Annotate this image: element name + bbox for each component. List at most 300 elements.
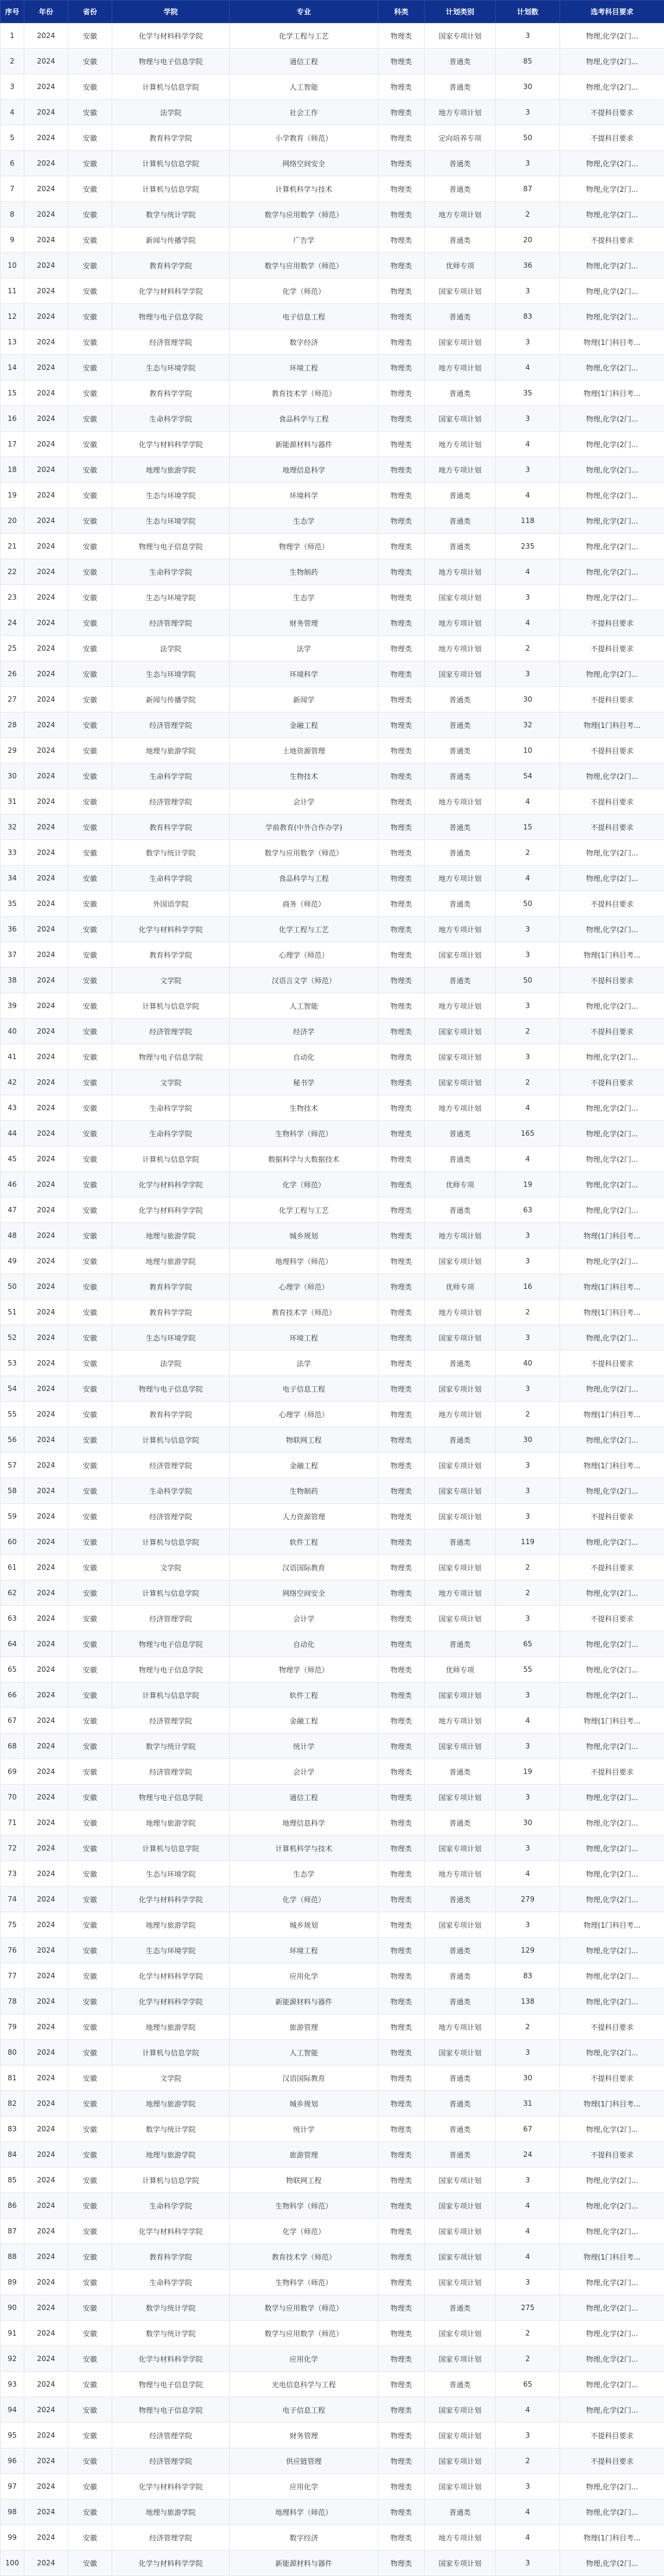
cell-subject-requirement: 物理,化学(2门... — [560, 1836, 664, 1861]
table-row — [1, 866, 664, 891]
table-row — [1, 917, 664, 942]
cell-province: 安徽 — [68, 585, 112, 610]
cell-province: 安徽 — [68, 2244, 112, 2270]
cell-subject-requirement: 物理,化学(2门... — [560, 2193, 664, 2219]
cell-subject-type: 物理类 — [378, 253, 425, 278]
cell-college: 生态与环境学院 — [112, 661, 230, 687]
cell-index: 95 — [1, 2423, 24, 2448]
cell-province: 安徽 — [68, 1963, 112, 1989]
table-row — [1, 712, 664, 738]
cell-subject-type: 物理类 — [378, 151, 425, 176]
cell-subject-type: 物理类 — [378, 1325, 425, 1351]
cell-year: 2024 — [24, 1427, 68, 1453]
cell-year: 2024 — [24, 1121, 68, 1146]
cell-index: 13 — [1, 329, 24, 355]
cell-subject-type: 物理类 — [378, 2525, 425, 2550]
cell-province: 安徽 — [68, 712, 112, 738]
cell-plan-category: 普通类 — [425, 1989, 496, 2014]
cell-index: 63 — [1, 1606, 24, 1631]
cell-index: 43 — [1, 1095, 24, 1121]
cell-year: 2024 — [24, 2499, 68, 2525]
cell-subject-type: 物理类 — [378, 1606, 425, 1631]
cell-plan-category: 普通类 — [425, 304, 496, 329]
table-row — [1, 840, 664, 866]
cell-subject-requirement: 不提科目要求 — [560, 1759, 664, 1785]
cell-college: 生态与环境学院 — [112, 585, 230, 610]
cell-major: 生态学 — [230, 585, 378, 610]
cell-plan-count: 3 — [496, 2550, 560, 2576]
column-header-plan-category[interactable]: 计划类别 — [425, 1, 496, 23]
cell-plan-count: 50 — [496, 968, 560, 993]
cell-plan-category: 地方专项计划 — [425, 1580, 496, 1606]
cell-province: 安徽 — [68, 2423, 112, 2448]
cell-subject-type: 物理类 — [378, 100, 425, 125]
table-row — [1, 1095, 664, 1121]
table-row — [1, 2525, 664, 2550]
cell-major: 统计学 — [230, 2116, 378, 2142]
cell-subject-type: 物理类 — [378, 1300, 425, 1325]
cell-major: 通信工程 — [230, 1785, 378, 1810]
cell-college: 物理与电子信息学院 — [112, 2397, 230, 2423]
cell-plan-category: 国家专项计划 — [425, 1478, 496, 1504]
cell-year: 2024 — [24, 1759, 68, 1785]
cell-year: 2024 — [24, 483, 68, 508]
cell-index: 9 — [1, 227, 24, 253]
cell-major: 小学教育（师范） — [230, 125, 378, 151]
cell-subject-requirement: 物理,化学(2门... — [560, 1580, 664, 1606]
cell-college: 化学与材料科学学院 — [112, 2550, 230, 2576]
cell-plan-category: 普通类 — [425, 2499, 496, 2525]
cell-subject-requirement: 物理,化学(2门... — [560, 1095, 664, 1121]
cell-province: 安徽 — [68, 2474, 112, 2499]
table-row — [1, 1249, 664, 1274]
cell-province: 安徽 — [68, 2346, 112, 2372]
cell-major: 汉语言文学（师范） — [230, 968, 378, 993]
cell-subject-requirement: 不提科目要求 — [560, 1070, 664, 1095]
cell-college: 经济管理学院 — [112, 2525, 230, 2550]
cell-college: 生命科学学院 — [112, 763, 230, 789]
table-row — [1, 1223, 664, 1249]
cell-year: 2024 — [24, 2193, 68, 2219]
cell-plan-category: 普通类 — [425, 815, 496, 840]
cell-subject-requirement: 物理,化学(2门... — [560, 406, 664, 432]
cell-subject-type: 物理类 — [378, 1427, 425, 1453]
cell-plan-count: 3 — [496, 1249, 560, 1274]
cell-subject-requirement: 物理,化学(2门... — [560, 49, 664, 74]
cell-province: 安徽 — [68, 508, 112, 534]
cell-plan-count: 2 — [496, 840, 560, 866]
cell-major: 新能源材料与器件 — [230, 2550, 378, 2576]
cell-index: 22 — [1, 559, 24, 585]
cell-subject-type: 物理类 — [378, 1836, 425, 1861]
cell-major: 金融工程 — [230, 1708, 378, 1734]
cell-year: 2024 — [24, 2091, 68, 2116]
cell-year: 2024 — [24, 1044, 68, 1070]
cell-college: 经济管理学院 — [112, 1019, 230, 1044]
cell-index: 53 — [1, 1351, 24, 1376]
cell-index: 4 — [1, 100, 24, 125]
cell-subject-requirement: 物理,化学(2门... — [560, 2168, 664, 2193]
cell-plan-count: 4 — [496, 2525, 560, 2550]
cell-year: 2024 — [24, 1453, 68, 1478]
cell-index: 58 — [1, 1478, 24, 1504]
cell-major: 土地资源管理 — [230, 738, 378, 763]
cell-college: 生命科学学院 — [112, 2270, 230, 2295]
cell-subject-type: 物理类 — [378, 1223, 425, 1249]
cell-college: 数学与统计学院 — [112, 1734, 230, 1759]
cell-index: 5 — [1, 125, 24, 151]
cell-year: 2024 — [24, 1095, 68, 1121]
cell-subject-requirement: 不提科目要求 — [560, 789, 664, 815]
cell-plan-category: 普通类 — [425, 534, 496, 559]
cell-subject-requirement: 物理,化学(2门... — [560, 202, 664, 227]
cell-subject-type: 物理类 — [378, 1861, 425, 1887]
cell-plan-count: 3 — [496, 661, 560, 687]
cell-subject-type: 物理类 — [378, 2397, 425, 2423]
cell-index: 17 — [1, 432, 24, 457]
cell-major: 通信工程 — [230, 49, 378, 74]
cell-subject-requirement: 物理(1门科目考... — [560, 381, 664, 406]
cell-plan-category: 普通类 — [425, 49, 496, 74]
cell-major: 教育技术学（师范） — [230, 381, 378, 406]
cell-plan-count: 87 — [496, 176, 560, 202]
cell-year: 2024 — [24, 559, 68, 585]
cell-province: 安徽 — [68, 253, 112, 278]
cell-subject-requirement: 物理,化学(2门... — [560, 993, 664, 1019]
cell-province: 安徽 — [68, 559, 112, 585]
cell-plan-count: 2 — [496, 1580, 560, 1606]
cell-year: 2024 — [24, 1580, 68, 1606]
cell-year: 2024 — [24, 355, 68, 381]
table-row — [1, 2295, 664, 2321]
cell-subject-requirement: 物理,化学(2门... — [560, 2040, 664, 2065]
cell-index: 49 — [1, 1249, 24, 1274]
cell-plan-count: 4 — [496, 1861, 560, 1887]
cell-province: 安徽 — [68, 432, 112, 457]
cell-plan-count: 30 — [496, 1810, 560, 1836]
column-header-plan-count[interactable]: 计划数 — [496, 1, 560, 23]
cell-plan-count: 19 — [496, 1172, 560, 1197]
cell-plan-category: 国家专项计划 — [425, 1376, 496, 1402]
column-header-major[interactable]: 专业 — [230, 1, 378, 23]
cell-plan-count: 30 — [496, 1427, 560, 1453]
cell-major: 生物技术 — [230, 763, 378, 789]
table-row — [1, 1580, 664, 1606]
table-row — [1, 329, 664, 355]
cell-subject-type: 物理类 — [378, 917, 425, 942]
cell-year: 2024 — [24, 1019, 68, 1044]
cell-major: 生物技术 — [230, 1095, 378, 1121]
cell-index: 32 — [1, 815, 24, 840]
cell-major: 化学（师范） — [230, 278, 378, 304]
cell-major: 食品科学与工程 — [230, 866, 378, 891]
cell-plan-category: 优师专项 — [425, 1274, 496, 1300]
cell-college: 生态与环境学院 — [112, 508, 230, 534]
cell-province: 安徽 — [68, 1249, 112, 1274]
cell-major: 新闻学 — [230, 687, 378, 712]
cell-subject-requirement: 物理,化学(2门... — [560, 1121, 664, 1146]
cell-major: 人工智能 — [230, 993, 378, 1019]
table-row — [1, 2321, 664, 2346]
cell-year: 2024 — [24, 891, 68, 917]
cell-subject-requirement: 物理,化学(2门... — [560, 763, 664, 789]
cell-subject-requirement: 物理,化学(2门... — [560, 2219, 664, 2244]
cell-province: 安徽 — [68, 1606, 112, 1631]
cell-college: 生态与环境学院 — [112, 1325, 230, 1351]
cell-college: 化学与材料科学学院 — [112, 278, 230, 304]
cell-plan-category: 优师专项 — [425, 1657, 496, 1683]
table-row — [1, 2550, 664, 2576]
cell-plan-count: 3 — [496, 917, 560, 942]
cell-index: 30 — [1, 763, 24, 789]
cell-subject-requirement: 物理,化学(2门... — [560, 304, 664, 329]
cell-plan-count: 118 — [496, 508, 560, 534]
cell-province: 安徽 — [68, 1734, 112, 1759]
cell-province: 安徽 — [68, 1453, 112, 1478]
cell-year: 2024 — [24, 1606, 68, 1631]
cell-subject-type: 物理类 — [378, 1249, 425, 1274]
cell-index: 52 — [1, 1325, 24, 1351]
cell-subject-requirement: 物理,化学(2门... — [560, 1989, 664, 2014]
cell-plan-count: 3 — [496, 406, 560, 432]
cell-college: 计算机与信息学院 — [112, 1529, 230, 1555]
column-header-index[interactable]: 序号 — [1, 1, 24, 23]
cell-subject-requirement: 不提科目要求 — [560, 2065, 664, 2091]
cell-index: 60 — [1, 1529, 24, 1555]
cell-subject-requirement: 物理,化学(2门... — [560, 1044, 664, 1070]
cell-plan-count: 4 — [496, 2499, 560, 2525]
cell-year: 2024 — [24, 1912, 68, 1938]
cell-plan-category: 国家专项计划 — [425, 2474, 496, 2499]
cell-year: 2024 — [24, 100, 68, 125]
cell-year: 2024 — [24, 1708, 68, 1734]
cell-index: 79 — [1, 2014, 24, 2040]
cell-index: 88 — [1, 2244, 24, 2270]
cell-province: 安徽 — [68, 789, 112, 815]
cell-plan-count: 16 — [496, 1274, 560, 1300]
cell-subject-requirement: 不提科目要求 — [560, 1351, 664, 1376]
cell-plan-category: 普通类 — [425, 1938, 496, 1963]
cell-plan-count: 3 — [496, 1734, 560, 1759]
cell-college: 生命科学学院 — [112, 866, 230, 891]
cell-plan-category: 普通类 — [425, 712, 496, 738]
cell-subject-type: 物理类 — [378, 1274, 425, 1300]
cell-plan-count: 4 — [496, 610, 560, 636]
column-header-college[interactable]: 学院 — [112, 1, 230, 23]
cell-major: 地理信息科学 — [230, 1810, 378, 1836]
cell-subject-type: 物理类 — [378, 74, 425, 100]
cell-plan-category: 定向培养专项 — [425, 125, 496, 151]
cell-plan-count: 4 — [496, 1708, 560, 1734]
cell-index: 66 — [1, 1683, 24, 1708]
cell-index: 62 — [1, 1580, 24, 1606]
cell-major: 数学与应用数学（师范） — [230, 253, 378, 278]
cell-province: 安徽 — [68, 381, 112, 406]
cell-subject-type: 物理类 — [378, 891, 425, 917]
cell-subject-type: 物理类 — [378, 2423, 425, 2448]
cell-index: 100 — [1, 2550, 24, 2576]
cell-year: 2024 — [24, 1325, 68, 1351]
cell-plan-category: 地方专项计划 — [425, 1300, 496, 1325]
cell-plan-category: 普通类 — [425, 1631, 496, 1657]
table-row — [1, 1810, 664, 1836]
cell-province: 安徽 — [68, 610, 112, 636]
table-row — [1, 508, 664, 534]
cell-plan-category: 国家专项计划 — [425, 278, 496, 304]
cell-plan-count: 279 — [496, 1887, 560, 1912]
cell-subject-type: 物理类 — [378, 866, 425, 891]
cell-subject-requirement: 物理,化学(2门... — [560, 1376, 664, 1402]
cell-province: 安徽 — [68, 1274, 112, 1300]
cell-year: 2024 — [24, 508, 68, 534]
table-row — [1, 355, 664, 381]
cell-subject-type: 物理类 — [378, 2321, 425, 2346]
cell-plan-category: 普通类 — [425, 1963, 496, 1989]
cell-subject-type: 物理类 — [378, 1044, 425, 1070]
cell-major: 学前教育(中外合作办学) — [230, 815, 378, 840]
cell-subject-type: 物理类 — [378, 2091, 425, 2116]
column-header-province[interactable]: 省份 — [68, 1, 112, 23]
table-row — [1, 942, 664, 968]
cell-province: 安徽 — [68, 2525, 112, 2550]
cell-subject-type: 物理类 — [378, 227, 425, 253]
cell-college: 计算机与信息学院 — [112, 74, 230, 100]
cell-subject-requirement: 物理,化学(2门... — [560, 1631, 664, 1657]
table-row — [1, 2423, 664, 2448]
column-header-subject-requirement[interactable]: 选考科目要求 — [560, 1, 664, 23]
cell-plan-count: 50 — [496, 891, 560, 917]
cell-plan-count: 3 — [496, 1606, 560, 1631]
cell-subject-type: 物理类 — [378, 1197, 425, 1223]
cell-college: 计算机与信息学院 — [112, 176, 230, 202]
cell-plan-category: 地方专项计划 — [425, 610, 496, 636]
cell-plan-category: 地方专项计划 — [425, 866, 496, 891]
cell-plan-category: 地方专项计划 — [425, 202, 496, 227]
cell-subject-type: 物理类 — [378, 2499, 425, 2525]
table-row — [1, 1912, 664, 1938]
cell-plan-count: 3 — [496, 151, 560, 176]
cell-subject-requirement: 物理(1门科目考... — [560, 1223, 664, 1249]
cell-major: 供应链管理 — [230, 2448, 378, 2474]
cell-index: 73 — [1, 1861, 24, 1887]
cell-subject-requirement: 物理,化学(2门... — [560, 1887, 664, 1912]
cell-subject-requirement: 不提科目要求 — [560, 1504, 664, 1529]
cell-subject-requirement: 物理(1门科目考... — [560, 1708, 664, 1734]
cell-plan-category: 国家专项计划 — [425, 1912, 496, 1938]
column-header-subject-type[interactable]: 科类 — [378, 1, 425, 23]
table-row — [1, 2065, 664, 2091]
cell-year: 2024 — [24, 74, 68, 100]
cell-college: 数学与统计学院 — [112, 202, 230, 227]
cell-college: 教育科学学院 — [112, 942, 230, 968]
cell-province: 安徽 — [68, 1683, 112, 1708]
table-row — [1, 2014, 664, 2040]
cell-subject-type: 物理类 — [378, 1734, 425, 1759]
cell-college: 生命科学学院 — [112, 1095, 230, 1121]
cell-province: 安徽 — [68, 1657, 112, 1683]
table-row — [1, 1427, 664, 1453]
table-row — [1, 968, 664, 993]
cell-plan-category: 普通类 — [425, 483, 496, 508]
cell-subject-type: 物理类 — [378, 1810, 425, 1836]
cell-year: 2024 — [24, 917, 68, 942]
table-row — [1, 1529, 664, 1555]
cell-year: 2024 — [24, 2219, 68, 2244]
cell-major: 生态学 — [230, 508, 378, 534]
cell-index: 7 — [1, 176, 24, 202]
cell-plan-category: 国家专项计划 — [425, 1734, 496, 1759]
cell-year: 2024 — [24, 610, 68, 636]
cell-college: 经济管理学院 — [112, 1759, 230, 1785]
cell-major: 网络空间安全 — [230, 151, 378, 176]
cell-plan-category: 地方专项计划 — [425, 993, 496, 1019]
cell-subject-requirement: 物理,化学(2门... — [560, 1810, 664, 1836]
cell-college: 教育科学学院 — [112, 1300, 230, 1325]
cell-index: 37 — [1, 942, 24, 968]
table-row — [1, 2499, 664, 2525]
cell-plan-count: 165 — [496, 1121, 560, 1146]
cell-subject-requirement: 不提科目要求 — [560, 2014, 664, 2040]
cell-major: 应用化学 — [230, 1963, 378, 1989]
cell-plan-count: 83 — [496, 304, 560, 329]
cell-plan-count: 4 — [496, 483, 560, 508]
cell-year: 2024 — [24, 23, 68, 49]
cell-major: 应用化学 — [230, 2346, 378, 2372]
cell-college: 计算机与信息学院 — [112, 993, 230, 1019]
cell-major: 物联网工程 — [230, 1427, 378, 1453]
cell-plan-category: 普通类 — [425, 1351, 496, 1376]
cell-plan-count: 129 — [496, 1938, 560, 1963]
cell-plan-category: 普通类 — [425, 381, 496, 406]
cell-plan-category: 地方专项计划 — [425, 1095, 496, 1121]
cell-index: 15 — [1, 381, 24, 406]
cell-college: 经济管理学院 — [112, 789, 230, 815]
cell-subject-requirement: 物理,化学(2门... — [560, 840, 664, 866]
cell-subject-type: 物理类 — [378, 176, 425, 202]
cell-subject-type: 物理类 — [378, 1351, 425, 1376]
cell-subject-requirement: 物理,化学(2门... — [560, 151, 664, 176]
cell-year: 2024 — [24, 661, 68, 687]
cell-index: 99 — [1, 2525, 24, 2550]
cell-province: 安徽 — [68, 2014, 112, 2040]
cell-province: 安徽 — [68, 2321, 112, 2346]
cell-year: 2024 — [24, 278, 68, 304]
cell-province: 安徽 — [68, 457, 112, 483]
cell-province: 安徽 — [68, 151, 112, 176]
cell-plan-category: 优师专项 — [425, 253, 496, 278]
cell-major: 数学与应用数学（师范） — [230, 2295, 378, 2321]
cell-province: 安徽 — [68, 1912, 112, 1938]
cell-year: 2024 — [24, 2423, 68, 2448]
cell-year: 2024 — [24, 151, 68, 176]
cell-subject-requirement: 物理,化学(2门... — [560, 1146, 664, 1172]
cell-year: 2024 — [24, 1274, 68, 1300]
cell-subject-type: 物理类 — [378, 508, 425, 534]
cell-province: 安徽 — [68, 227, 112, 253]
table-row — [1, 1402, 664, 1427]
cell-year: 2024 — [24, 2321, 68, 2346]
cell-province: 安徽 — [68, 100, 112, 125]
cell-college: 数学与统计学院 — [112, 2295, 230, 2321]
cell-subject-requirement: 物理,化学(2门... — [560, 1197, 664, 1223]
cell-college: 生态与环境学院 — [112, 483, 230, 508]
cell-subject-type: 物理类 — [378, 2014, 425, 2040]
cell-college: 地理与旅游学院 — [112, 2142, 230, 2168]
cell-index: 83 — [1, 2116, 24, 2142]
column-header-year[interactable]: 年份 — [24, 1, 68, 23]
cell-subject-requirement: 物理(1门科目考... — [560, 1274, 664, 1300]
cell-index: 94 — [1, 2397, 24, 2423]
